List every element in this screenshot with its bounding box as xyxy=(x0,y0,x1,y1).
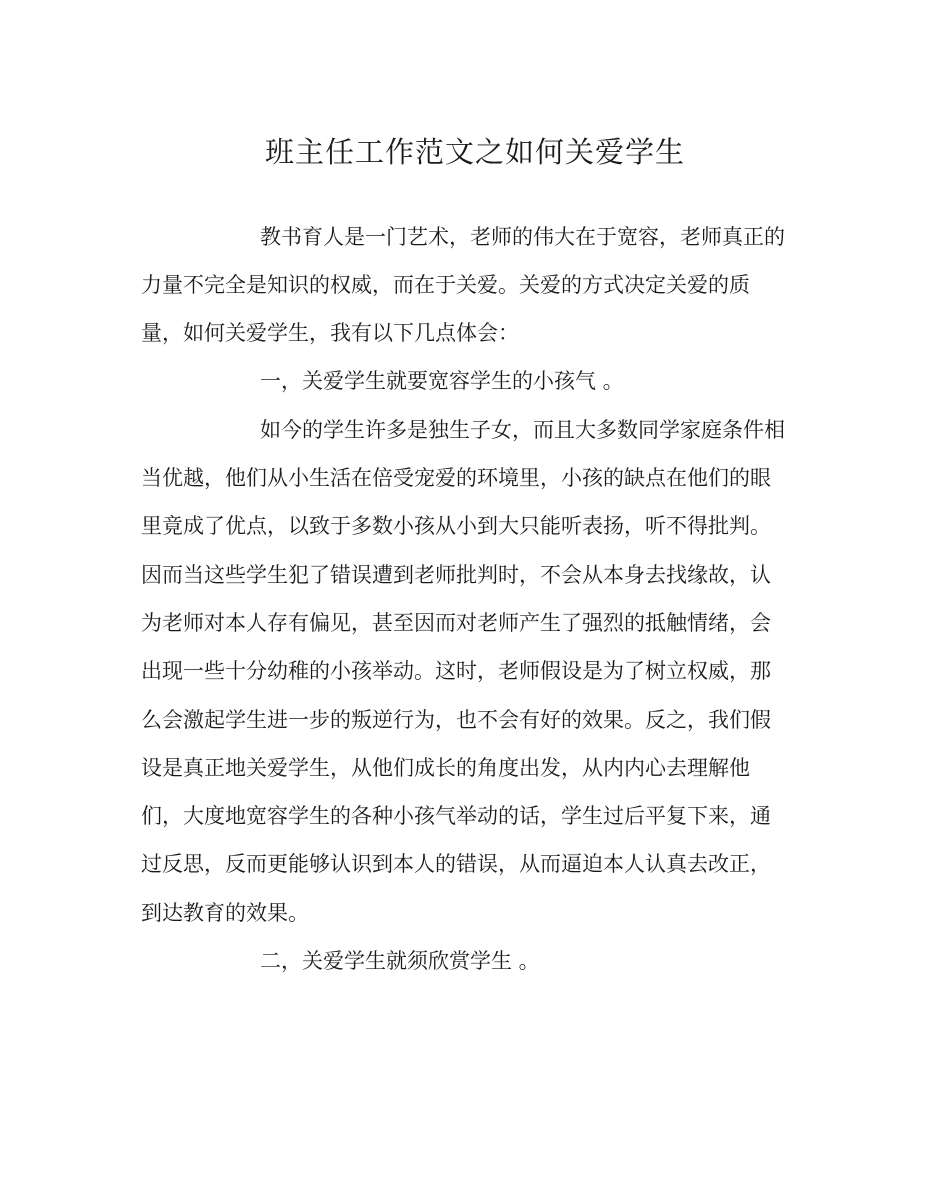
paragraph-line: 么会激起学生进一步的叛逆行为，也不会有好的效果。反之，我们假 xyxy=(141,708,771,732)
paragraph-line: 出现一些十分幼稚的小孩举动。这时，老师假设是为了树立权威，那 xyxy=(141,659,771,683)
paragraph-line: 力量不完全是知识的权威，而在于关爱。关爱的方式决定关爱的质 xyxy=(141,273,750,297)
paragraph-line: 如今的学生许多是独生子女，而且大多数同学家庭条件相 xyxy=(260,418,785,442)
paragraph-line: 教书育人是一门艺术，老师的伟大在于宽容，老师真正的 xyxy=(260,225,785,249)
paragraph-line: 当优越，他们从小生活在倍受宠爱的环境里，小孩的缺点在他们的眼 xyxy=(141,466,771,490)
document-title: 班主任工作范文之如何关爱学生 xyxy=(264,135,685,169)
paragraph-line: 们，大度地宽容学生的各种小孩气举动的话，学生过后平复下来，通 xyxy=(141,804,771,828)
paragraph-line: 设是真正地关爱学生，从他们成长的角度出发，从内内心去理解他 xyxy=(141,756,750,780)
paragraph-line: 里竟成了优点，以致于多数小孩从小到大只能听表扬，听不得批判。 xyxy=(141,514,771,538)
section-heading: 二，关爱学生就须欣赏学生 。 xyxy=(260,949,540,973)
section-heading: 一，关爱学生就要宽容学生的小孩气 。 xyxy=(260,369,624,393)
paragraph-line: 为老师对本人存有偏见，甚至因而对老师产生了强烈的抵触情绪，会 xyxy=(141,611,771,635)
paragraph-line: 量，如何关爱学生，我有以下几点体会： xyxy=(141,321,519,345)
paragraph-line: 因而当这些学生犯了错误遭到老师批判时，不会从本身去找缘故，认 xyxy=(141,563,771,587)
paragraph-line: 到达教育的效果。 xyxy=(141,901,309,925)
paragraph-line: 过反思，反而更能够认识到本人的错误，从而逼迫本人认真去改正， xyxy=(141,852,771,876)
